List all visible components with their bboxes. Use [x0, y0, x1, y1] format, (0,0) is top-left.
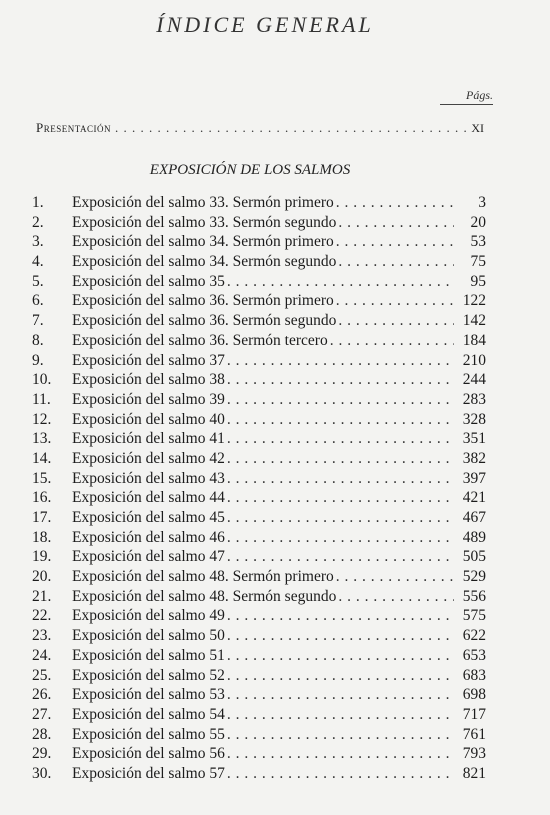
- dot-leader: [227, 765, 454, 783]
- page-title: ÍNDICE GENERAL: [156, 12, 374, 37]
- entry-title: Exposición del salmo 36. Sermón primero: [72, 292, 334, 310]
- entry-number: 22.: [32, 607, 52, 625]
- entry-number: 3.: [32, 233, 44, 251]
- entry-page: 283: [462, 390, 486, 408]
- toc-entry: [32, 214, 486, 234]
- entry-number: 10.: [32, 371, 52, 389]
- dot-leader: [227, 647, 454, 665]
- entry-page: 505: [462, 548, 486, 566]
- toc-entry: [32, 352, 486, 372]
- entry-number: 7.: [32, 312, 44, 330]
- dot-leader: [338, 588, 454, 606]
- entry-page: 575: [462, 607, 486, 625]
- entry-title: Exposición del salmo 38: [72, 371, 225, 389]
- toc-entry: [32, 647, 486, 667]
- entry-page: 683: [462, 666, 486, 684]
- entry-title: Exposición del salmo 37: [72, 351, 225, 369]
- dot-leader: [227, 529, 454, 547]
- toc-entry: [32, 411, 486, 431]
- toc-entry: [32, 509, 486, 529]
- entry-title: Exposición del salmo 41: [72, 430, 225, 448]
- toc-entry: [32, 273, 486, 293]
- section-title: EXPOSICIÓN DE LOS SALMOS: [149, 162, 351, 178]
- entry-page: 653: [462, 646, 486, 664]
- dot-leader: [227, 726, 454, 744]
- entry-title: Exposición del salmo 52: [72, 666, 225, 684]
- dot-leader: [336, 568, 454, 586]
- entry-page: 793: [462, 745, 486, 763]
- entry-number: 15.: [32, 469, 52, 487]
- entry-number: 26.: [32, 686, 52, 704]
- toc-entry: [32, 233, 486, 253]
- dot-leader: [227, 352, 454, 370]
- entry-title: Exposición del salmo 56: [72, 745, 225, 763]
- entry-page: 184: [462, 331, 486, 349]
- entry-title: Exposición del salmo 51: [72, 646, 225, 664]
- entry-number: 5.: [32, 272, 44, 290]
- toc-entry: [32, 470, 486, 490]
- entry-page: 622: [462, 627, 486, 645]
- toc-entry: [32, 745, 486, 765]
- entry-title: Exposición del salmo 47: [72, 548, 225, 566]
- dot-leader: [227, 371, 454, 389]
- toc-entry: [32, 627, 486, 647]
- dot-leader: [227, 627, 454, 645]
- dot-leader: [336, 292, 454, 310]
- dot-leader: [227, 489, 454, 507]
- dot-leader: [227, 470, 454, 488]
- presentacion-label: Presentación: [36, 120, 112, 135]
- toc-entry: [32, 686, 486, 706]
- toc-entry: [32, 312, 486, 332]
- dot-leader: [227, 548, 454, 566]
- entry-title: Exposición del salmo 46: [72, 528, 225, 546]
- entry-title: Exposición del salmo 42: [72, 449, 225, 467]
- entry-page: 244: [462, 371, 486, 389]
- entry-title: Exposición del salmo 39: [72, 390, 225, 408]
- entry-page: 95: [470, 272, 486, 290]
- entry-title: Exposición del salmo 43: [72, 469, 225, 487]
- entry-title: Exposición del salmo 33. Sermón primero: [72, 194, 334, 211]
- toc-entry: [32, 194, 486, 214]
- entry-number: 20.: [32, 568, 52, 586]
- dot-leader: [336, 194, 454, 212]
- toc-entry: [32, 548, 486, 568]
- entry-number: 18.: [32, 528, 52, 546]
- entry-title: Exposición del salmo 49: [72, 607, 225, 625]
- dot-leader: [227, 391, 454, 409]
- entry-page: 20: [470, 213, 486, 231]
- entry-page: 351: [462, 430, 486, 448]
- entry-number: 13.: [32, 430, 52, 448]
- entry-number: 28.: [32, 725, 52, 743]
- entry-number: 12.: [32, 410, 52, 428]
- toc-entry: [32, 253, 486, 273]
- dot-leader: [227, 745, 454, 763]
- entry-title: Exposición del salmo 35: [72, 272, 225, 290]
- entry-title: Exposición del salmo 54: [72, 705, 225, 723]
- dot-leader: [330, 332, 454, 350]
- dot-leader: [227, 706, 454, 724]
- dot-leader: [227, 607, 454, 625]
- entry-title: Exposición del salmo 44: [72, 489, 225, 507]
- entry-number: 21.: [32, 587, 52, 605]
- entry-number: 23.: [32, 627, 52, 645]
- dot-leader: [227, 509, 454, 527]
- entry-page: 3: [478, 194, 486, 211]
- entry-title: Exposición del salmo 53: [72, 686, 225, 704]
- entry-title: Exposición del salmo 57: [72, 764, 225, 782]
- entry-page: 382: [462, 449, 486, 467]
- entry-page: 821: [462, 764, 486, 782]
- entry-page: 75: [470, 253, 486, 271]
- toc-entry: [32, 292, 486, 312]
- entry-page: 761: [462, 725, 486, 743]
- toc-entry: [32, 588, 486, 608]
- dot-leader: [338, 312, 454, 330]
- entry-page: 529: [462, 568, 486, 586]
- toc-entry: [32, 607, 486, 627]
- entry-title: Exposición del salmo 40: [72, 410, 225, 428]
- entry-number: 4.: [32, 253, 44, 271]
- entry-title: Exposición del salmo 50: [72, 627, 225, 645]
- entry-page: 210: [462, 351, 486, 369]
- dot-leader: [227, 411, 454, 429]
- entry-page: 467: [462, 509, 486, 526]
- entry-page: 328: [462, 410, 486, 428]
- entry-page: 421: [462, 489, 486, 507]
- entry-title: Exposición del salmo 55: [72, 725, 225, 743]
- dot-leader: [227, 686, 454, 704]
- presentacion-entry: [36, 120, 484, 136]
- entry-page: 717: [462, 705, 486, 723]
- entry-number: 1.: [32, 194, 44, 211]
- entry-title: Exposición del salmo 34. Sermón primero: [72, 233, 334, 251]
- toc-entry: [32, 568, 486, 588]
- toc-entry: [32, 430, 486, 450]
- presentacion-page: XI: [471, 121, 484, 135]
- entry-title: Exposición del salmo 33. Sermón segundo: [72, 213, 337, 231]
- toc-entry: [32, 667, 486, 687]
- entry-page: 556: [462, 587, 486, 605]
- entry-title: Exposición del salmo 48. Sermón segundo: [72, 587, 337, 605]
- entry-title: Exposición del salmo 36. Sermón segundo: [72, 312, 337, 330]
- dot-leader: [227, 450, 454, 468]
- entry-page: 397: [462, 469, 486, 487]
- toc-entry: [32, 332, 486, 352]
- dot-leader: [227, 273, 454, 291]
- entry-number: 30.: [32, 764, 52, 782]
- entry-number: 24.: [32, 646, 52, 664]
- pages-column-label: Págs.: [440, 88, 493, 105]
- entry-page: 142: [462, 312, 486, 330]
- dot-leader: [336, 233, 454, 251]
- dot-leader: [115, 120, 467, 136]
- entry-number: 16.: [32, 489, 52, 507]
- entry-page: 489: [462, 528, 486, 546]
- entry-title: Exposición del salmo 48. Sermón primero: [72, 568, 334, 586]
- entry-number: 9.: [32, 351, 44, 369]
- toc-entries: [32, 194, 486, 785]
- entry-number: 29.: [32, 745, 52, 763]
- dot-leader: [338, 214, 454, 232]
- toc-entry: [32, 489, 486, 509]
- entry-number: 19.: [32, 548, 52, 566]
- toc-entry: [32, 529, 486, 549]
- toc-entry: [32, 726, 486, 746]
- toc-entry: [32, 391, 486, 411]
- dot-leader: [227, 667, 454, 685]
- entry-number: 8.: [32, 331, 44, 349]
- dot-leader: [338, 253, 454, 271]
- entry-title: Exposición del salmo 45: [72, 509, 225, 526]
- entry-title: Exposición del salmo 34. Sermón segundo: [72, 253, 337, 271]
- entry-page: 122: [462, 292, 486, 310]
- entry-page: 53: [470, 233, 486, 251]
- entry-title: Exposición del salmo 36. Sermón tercero: [72, 331, 328, 349]
- toc-entry: [32, 765, 486, 785]
- toc-entry: [32, 371, 486, 391]
- entry-number: 14.: [32, 449, 52, 467]
- toc-entry: [32, 706, 486, 726]
- entry-number: 11.: [32, 390, 51, 408]
- entry-number: 27.: [32, 705, 52, 723]
- dot-leader: [227, 430, 454, 448]
- entry-number: 6.: [32, 292, 44, 310]
- entry-page: 698: [462, 686, 486, 704]
- entry-number: 25.: [32, 666, 52, 684]
- entry-number: 2.: [32, 213, 44, 231]
- toc-entry: [32, 450, 486, 470]
- entry-number: 17.: [32, 509, 52, 526]
